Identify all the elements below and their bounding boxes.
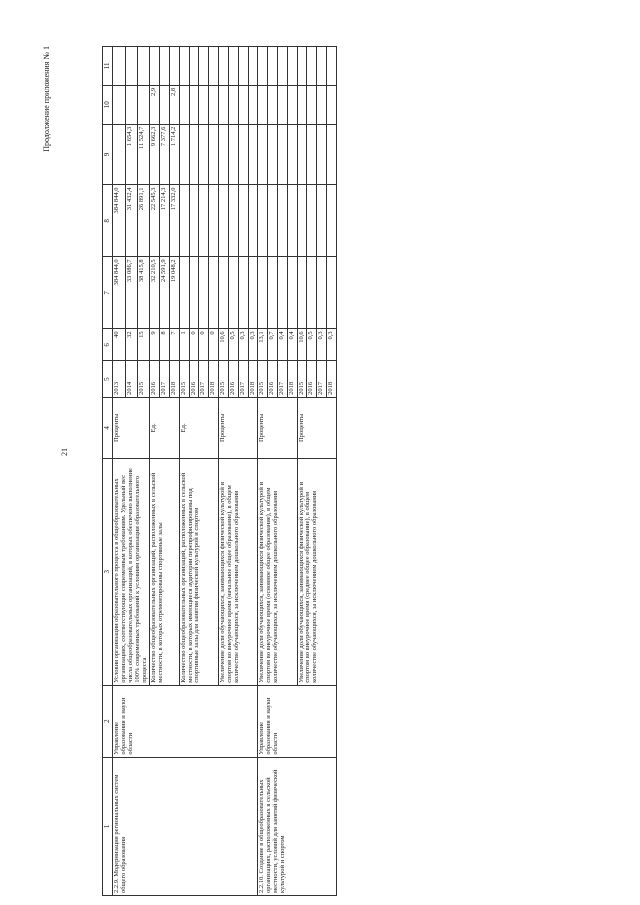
year-cell: 2016 — [228, 361, 238, 398]
page-number: 21 — [60, 448, 69, 456]
value-cell-v11 — [248, 47, 258, 86]
value-cell-v10 — [138, 85, 150, 124]
unit: Проценты — [113, 397, 150, 458]
value-cell-v10 — [199, 85, 209, 124]
year-cell: 2018 — [170, 361, 180, 398]
value-cell-v10 — [189, 85, 199, 124]
value-cell-v9 — [113, 124, 125, 185]
year-cell: 2017 — [199, 361, 209, 398]
value-cell-v11 — [189, 47, 199, 86]
year-cell: 2013 — [113, 361, 125, 398]
value-cell-v8: 31 432,4 — [125, 185, 137, 257]
indicator: Увеличение доли обучающихся, занимающихся физической культурой и спортом во внеурочное время (среднее общее образование), в общем количестве обучающихся, за исключением дошкольного образования — [297, 458, 336, 685]
value-cell-v11 — [138, 47, 150, 86]
value-cell-v7 — [287, 257, 297, 329]
value-cell-v11 — [238, 47, 248, 86]
value-cell-v8: 22 545,3 — [150, 185, 160, 257]
value-cell-v11 — [113, 47, 125, 86]
value-cell-v9 — [179, 124, 189, 185]
value-cell-v10 — [317, 85, 327, 124]
value-cell-v9 — [258, 124, 268, 185]
value-cell-v9: 1 654,3 — [125, 124, 137, 185]
value-cell-v7 — [179, 257, 189, 329]
value-cell-v6: 8 — [160, 329, 170, 361]
value-cell-v10 — [277, 85, 287, 124]
value-cell-v11 — [297, 47, 307, 86]
value-cell-v11 — [179, 47, 189, 86]
value-cell-v8 — [327, 185, 337, 257]
measure-name: 2.2.10. Создание в общеобразовательных организациях, расположенных в сельской местности, условий для занятий физической культурой и спортом — [258, 757, 337, 895]
col-header-6: 6 — [103, 329, 113, 361]
col-header-7: 7 — [103, 257, 113, 329]
col-header-9: 9 — [103, 124, 113, 185]
value-cell-v9 — [238, 124, 248, 185]
value-cell-v8: 17 214,3 — [160, 185, 170, 257]
value-cell-v10 — [287, 85, 297, 124]
year-cell: 2016 — [307, 361, 317, 398]
value-cell-v11 — [209, 47, 219, 86]
value-cell-v7 — [307, 257, 317, 329]
value-cell-v9: 7 377,6 — [160, 124, 170, 185]
value-cell-v8 — [307, 185, 317, 257]
year-cell: 2015 — [219, 361, 229, 398]
value-cell-v9 — [209, 124, 219, 185]
value-cell-v6: 10,6 — [219, 329, 229, 361]
value-cell-v7: 32 210,5 — [150, 257, 160, 329]
value-cell-v7 — [228, 257, 238, 329]
value-cell-v11 — [317, 47, 327, 86]
value-cell-v6: 0,3 — [238, 329, 248, 361]
value-cell-v8 — [258, 185, 268, 257]
value-cell-v6: 0,5 — [228, 329, 238, 361]
value-cell-v8 — [297, 185, 307, 257]
col-header-11: 11 — [103, 47, 113, 86]
value-cell-v11 — [160, 47, 170, 86]
value-cell-v6: 0,5 — [307, 329, 317, 361]
value-cell-v6: 13,1 — [258, 329, 268, 361]
executor: Управление образования и науки области — [113, 685, 258, 757]
value-cell-v7: 384 844,0 — [113, 257, 125, 329]
value-cell-v9 — [199, 124, 209, 185]
col-header-3: 3 — [103, 458, 113, 685]
value-cell-v10 — [209, 85, 219, 124]
value-cell-v10 — [219, 85, 229, 124]
value-cell-v11 — [170, 47, 180, 86]
value-cell-v6: 0 — [209, 329, 219, 361]
executor: Управление образования и науки области — [258, 685, 337, 757]
value-cell-v9: 1 714,2 — [170, 124, 180, 185]
value-cell-v11 — [268, 47, 278, 86]
value-cell-v8 — [228, 185, 238, 257]
value-cell-v6: 0 — [189, 329, 199, 361]
value-cell-v6: 0,4 — [277, 329, 287, 361]
value-cell-v7 — [327, 257, 337, 329]
value-cell-v11 — [150, 47, 160, 86]
value-cell-v6: 0,3 — [327, 329, 337, 361]
value-cell-v7 — [297, 257, 307, 329]
col-header-8: 8 — [103, 185, 113, 257]
value-cell-v6: 9 — [150, 329, 160, 361]
value-cell-v6: 0 — [199, 329, 209, 361]
col-header-4: 4 — [103, 397, 113, 458]
value-cell-v11 — [228, 47, 238, 86]
unit: Проценты — [297, 397, 336, 458]
value-cell-v8 — [287, 185, 297, 257]
value-cell-v6: 0,4 — [287, 329, 297, 361]
value-cell-v8 — [238, 185, 248, 257]
value-cell-v7 — [199, 257, 209, 329]
value-cell-v10 — [307, 85, 317, 124]
value-cell-v7 — [248, 257, 258, 329]
value-cell-v9: 11 524,7 — [138, 124, 150, 185]
value-cell-v8: 17 332,0 — [170, 185, 180, 257]
year-cell: 2015 — [258, 361, 268, 398]
year-cell: 2015 — [179, 361, 189, 398]
value-cell-v10 — [327, 85, 337, 124]
value-cell-v7: 33 086,7 — [125, 257, 137, 329]
value-cell-v10 — [268, 85, 278, 124]
year-cell: 2017 — [277, 361, 287, 398]
indicator: Количество общеобразовательных организаций, расположенных в сельской местности, в которых имеющиеся аудитории перепрофилированы под спортивные залы для занятия физической культурой и спортом — [179, 458, 218, 685]
value-cell-v8 — [219, 185, 229, 257]
value-cell-v11 — [219, 47, 229, 86]
year-cell: 2016 — [150, 361, 160, 398]
value-cell-v7 — [209, 257, 219, 329]
year-cell: 2014 — [125, 361, 137, 398]
unit: Проценты — [258, 397, 297, 458]
value-cell-v11 — [327, 47, 337, 86]
program-table — [102, 46, 337, 896]
value-cell-v7 — [277, 257, 287, 329]
value-cell-v6: 0,7 — [268, 329, 278, 361]
value-cell-v7 — [189, 257, 199, 329]
year-cell: 2015 — [138, 361, 150, 398]
value-cell-v10 — [179, 85, 189, 124]
year-cell: 2016 — [189, 361, 199, 398]
year-cell: 2017 — [160, 361, 170, 398]
rotated-table-frame — [42, 46, 640, 896]
value-cell-v6: 10,6 — [297, 329, 307, 361]
value-cell-v8 — [277, 185, 287, 257]
value-cell-v8 — [317, 185, 327, 257]
value-cell-v10 — [113, 85, 125, 124]
value-cell-v10: 2,8 — [170, 85, 180, 124]
value-cell-v6: 0,3 — [317, 329, 327, 361]
indicator: Увеличение доли обучающихся, занимающихся физической культурой и спортом во внеурочное время (основное общее образование), в общем количестве обучающихся, за исключением дошкольного образования — [258, 458, 297, 685]
value-cell-v9 — [189, 124, 199, 185]
value-cell-v7 — [317, 257, 327, 329]
value-cell-v10 — [297, 85, 307, 124]
year-cell: 2017 — [238, 361, 248, 398]
value-cell-v10 — [238, 85, 248, 124]
value-cell-v6: 1 — [179, 329, 189, 361]
value-cell-v7 — [219, 257, 229, 329]
value-cell-v9 — [297, 124, 307, 185]
value-cell-v10 — [258, 85, 268, 124]
value-cell-v6: 15 — [138, 329, 150, 361]
value-cell-v7 — [268, 257, 278, 329]
value-cell-v10: 2,9 — [150, 85, 160, 124]
year-cell: 2015 — [297, 361, 307, 398]
value-cell-v9 — [327, 124, 337, 185]
value-cell-v6: 40 — [113, 329, 125, 361]
value-cell-v9 — [307, 124, 317, 185]
value-cell-v9 — [317, 124, 327, 185]
year-cell: 2018 — [209, 361, 219, 398]
year-cell: 2018 — [287, 361, 297, 398]
year-cell: 2018 — [327, 361, 337, 398]
value-cell-v11 — [277, 47, 287, 86]
unit: Ед. — [179, 397, 218, 458]
value-cell-v9 — [248, 124, 258, 185]
value-cell-v8 — [268, 185, 278, 257]
indicator: Условия организации образовательного процесса в общеобразовательных организациях, соответствующие современным требованиям. Удельный вес числа общеобразовательных организаций, в которых обеспечено выполнение 100% современных требований к условиям организации образовательного процесса — [113, 458, 150, 685]
table-row — [258, 47, 268, 896]
value-cell-v7: 19 048,2 — [170, 257, 180, 329]
continuation-note: Продолжение приложения № 1 — [42, 46, 51, 152]
unit: Ед. — [150, 397, 179, 458]
value-cell-v10 — [125, 85, 137, 124]
value-cell-v7: 38 415,8 — [138, 257, 150, 329]
year-cell: 2018 — [248, 361, 258, 398]
value-cell-v9 — [277, 124, 287, 185]
value-cell-v7 — [238, 257, 248, 329]
value-cell-v11 — [258, 47, 268, 86]
col-header-5: 5 — [103, 361, 113, 398]
value-cell-v8: 384 844,0 — [113, 185, 125, 257]
value-cell-v8 — [199, 185, 209, 257]
value-cell-v11 — [307, 47, 317, 86]
value-cell-v6: 0,3 — [248, 329, 258, 361]
value-cell-v10 — [160, 85, 170, 124]
value-cell-v9: 9 662,3 — [150, 124, 160, 185]
value-cell-v6: 7 — [170, 329, 180, 361]
unit: Проценты — [219, 397, 258, 458]
indicator: Количество общеобразовательных организаций, расположенных в сельской местности, в которых отремонтированы спортивные залы — [150, 458, 179, 685]
table-row — [113, 47, 125, 896]
value-cell-v10 — [248, 85, 258, 124]
value-cell-v11 — [199, 47, 209, 86]
value-cell-v7 — [258, 257, 268, 329]
value-cell-v11 — [287, 47, 297, 86]
value-cell-v9 — [219, 124, 229, 185]
year-cell: 2016 — [268, 361, 278, 398]
value-cell-v9 — [228, 124, 238, 185]
value-cell-v7: 24 591,9 — [160, 257, 170, 329]
col-header-10: 10 — [103, 85, 113, 124]
value-cell-v8 — [209, 185, 219, 257]
value-cell-v11 — [125, 47, 137, 86]
year-cell: 2017 — [317, 361, 327, 398]
value-cell-v10 — [228, 85, 238, 124]
value-cell-v9 — [268, 124, 278, 185]
value-cell-v8 — [189, 185, 199, 257]
value-cell-v6: 32 — [125, 329, 137, 361]
value-cell-v9 — [287, 124, 297, 185]
value-cell-v8 — [179, 185, 189, 257]
col-header-2: 2 — [103, 685, 113, 757]
value-cell-v8: 26 891,1 — [138, 185, 150, 257]
measure-name: 2.2.9. Модернизация региональных систем общего образования — [113, 757, 258, 895]
value-cell-v8 — [248, 185, 258, 257]
col-header-1: 1 — [103, 757, 113, 895]
indicator: Увеличение доли обучающихся, занимающихся физической культурой и спортом во внеурочное время (начальное общее образование), в общем количестве обучающихся, за исключением дошкольного образования — [219, 458, 258, 685]
column-number-row — [103, 47, 113, 896]
